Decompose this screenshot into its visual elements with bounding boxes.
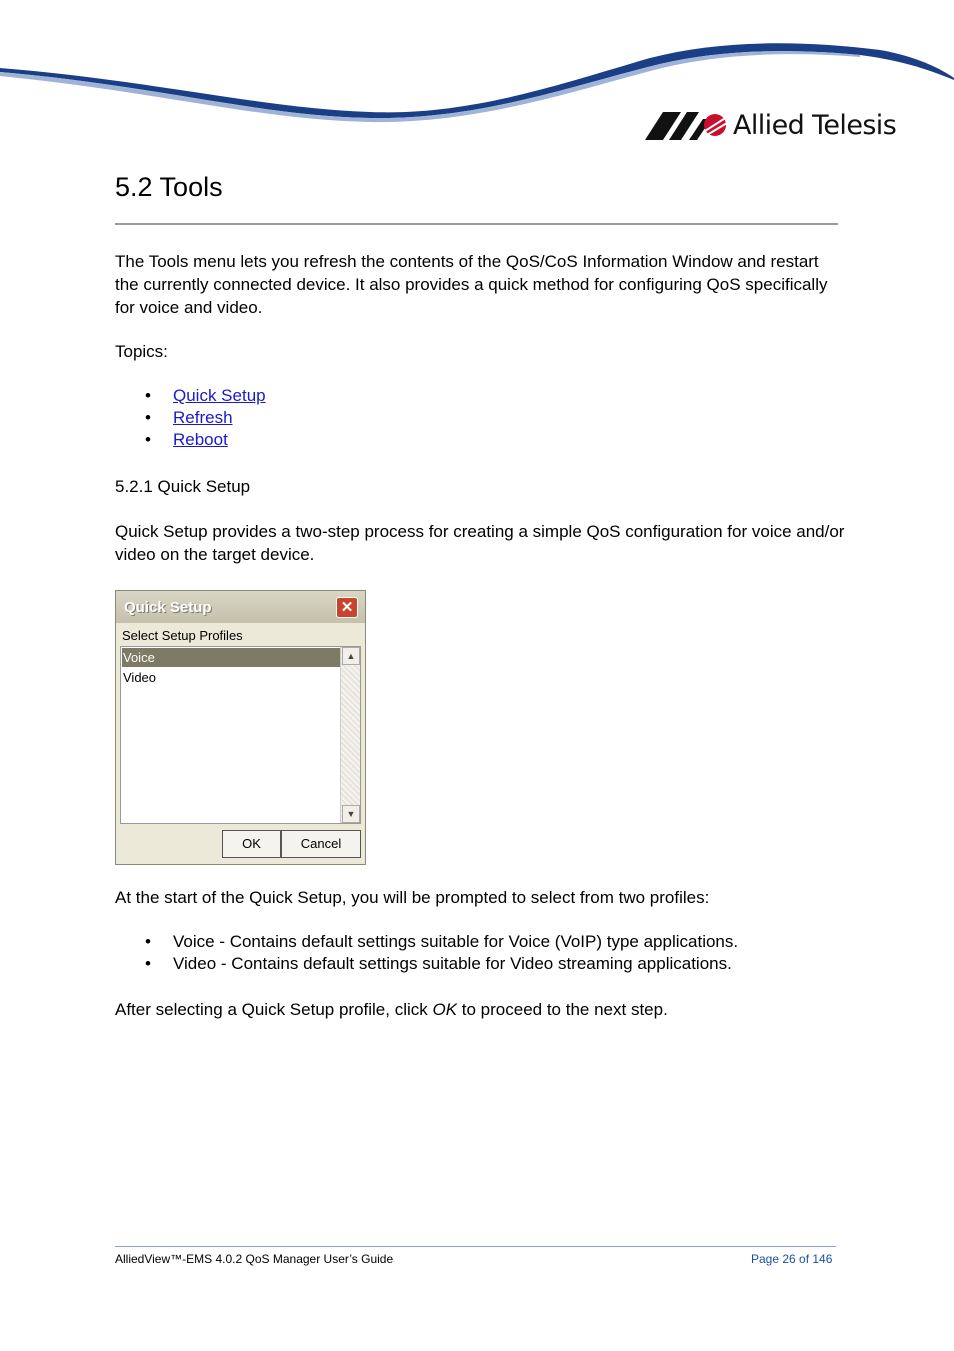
cancel-button[interactable]: Cancel (281, 830, 361, 858)
profiles-listbox[interactable] (120, 646, 361, 824)
ok-button[interactable]: OK (222, 830, 281, 858)
footer-divider (115, 1246, 836, 1247)
listbox-scrollbar[interactable] (340, 647, 360, 823)
quick-setup-dialog (115, 590, 366, 865)
profile-description: - Contains default settings suitable for Video streaming applications. (216, 954, 732, 973)
profile-name: Voice (173, 932, 215, 951)
closing-text-before: After selecting a Quick Setup profile, click (115, 1000, 433, 1019)
dialog-label: Select Setup Profiles (122, 628, 243, 643)
dialog-title: Quick Setup (124, 599, 212, 616)
list-item (115, 931, 738, 953)
list-item (115, 429, 266, 451)
logo-text: Allied Telesis (733, 110, 897, 141)
title-divider (115, 223, 838, 225)
intro-paragraph: The Tools menu lets you refresh the contents of the QoS/CoS Information Window and restart the currently connected device. It also provides a quick method for configuring QoS specifically for voice and video. (115, 252, 828, 317)
footer-guide-title: AlliedView™-EMS 4.0.2 QoS Manager User’s Guide (115, 1252, 394, 1266)
dialog-titlebar (116, 591, 365, 623)
topics-label: Topics: (115, 342, 168, 361)
list-item (115, 385, 266, 407)
closing-ok-emphasis: OK (432, 1000, 458, 1019)
list-item-video[interactable]: Video (123, 670, 157, 685)
topics-list (115, 385, 266, 451)
list-item-voice[interactable]: Voice (122, 648, 342, 667)
closing-text-after: to proceed to the next step. (457, 1000, 668, 1019)
allied-telesis-logo-mark-icon (645, 111, 727, 141)
scroll-down-icon[interactable]: ▼ (342, 805, 360, 823)
topic-link-refresh[interactable]: Refresh (173, 408, 233, 427)
profiles-list (115, 931, 738, 975)
close-icon[interactable]: ✕ (336, 597, 358, 618)
topic-link-quick-setup[interactable]: Quick Setup (173, 386, 266, 405)
topic-link-reboot[interactable]: Reboot (173, 430, 228, 449)
footer-page-number: Page 26 of 146 (751, 1252, 833, 1266)
subsection-title: 5.2.1 Quick Setup (115, 477, 251, 496)
list-item (115, 407, 266, 429)
profile-description: - Contains default settings suitable for Voice (VoIP) type applications. (214, 932, 739, 951)
list-item (115, 953, 738, 975)
profile-name: Video (173, 954, 217, 973)
scroll-up-icon[interactable]: ▲ (342, 647, 360, 665)
allied-telesis-logo (645, 110, 896, 141)
closing-paragraph (115, 998, 845, 1021)
profiles-prompt: At the start of the Quick Setup, you will be prompted to select from two profiles: (115, 888, 710, 907)
header-swoosh (0, 0, 954, 125)
page-title: 5.2 Tools (115, 172, 223, 202)
quick-setup-paragraph: Quick Setup provides a two-step process for creating a simple QoS configuration for voice and/or video on the target device. (115, 522, 845, 564)
